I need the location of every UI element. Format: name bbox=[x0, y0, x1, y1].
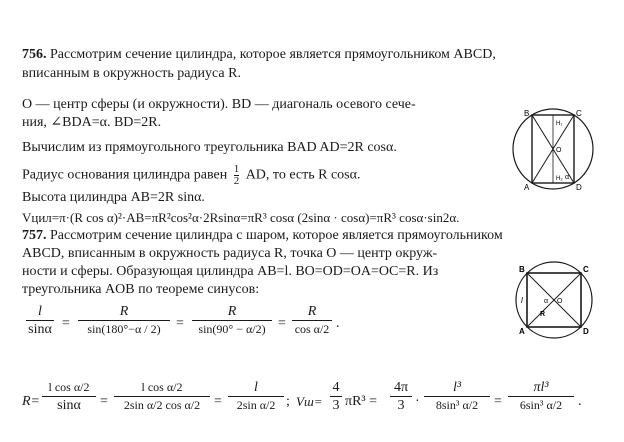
problem-757-line-3: ности и сферы. Образующая цилиндра AB=l. BO=OD=OA=OC=R. Из bbox=[22, 264, 439, 279]
label-h2: H₂ bbox=[556, 176, 563, 182]
formula1-frac-4 bbox=[292, 304, 332, 337]
label-c: C bbox=[583, 265, 589, 274]
label-d: D bbox=[583, 327, 589, 336]
numerator: l cos α/2 bbox=[141, 380, 183, 394]
denominator: 8sin³ α/2 bbox=[435, 398, 479, 412]
problem-756-line-7: Высота цилиндра AB=2R sinα. bbox=[22, 190, 205, 205]
numerator: R bbox=[307, 304, 317, 319]
formula2-frac-5 bbox=[390, 380, 412, 413]
problem-756-line-2: вписанным в окружность радиуса R. bbox=[22, 66, 241, 81]
formula2-frac-6 bbox=[424, 380, 490, 413]
denominator: 2 bbox=[233, 175, 240, 187]
formula2-volume-label: Vш= bbox=[296, 394, 323, 409]
text: Рассмотрим сечение цилиндра, которое является прямоугольником ABCD, bbox=[50, 47, 496, 62]
problem-756-line-5: Вычислим из прямоугольного треугольника BAD AD=2R cosα. bbox=[22, 140, 397, 155]
label-d: D bbox=[576, 183, 582, 192]
label-b: B bbox=[524, 109, 530, 118]
formula2-frac-3 bbox=[228, 380, 284, 413]
formula1-frac-1 bbox=[26, 304, 54, 337]
formula1-end: . bbox=[336, 316, 340, 331]
numerator: 1 bbox=[233, 163, 240, 175]
denominator: 6sin³ α/2 bbox=[519, 398, 563, 412]
formula1-eq-1: = bbox=[62, 316, 70, 331]
denominator: sin(90° − α/2) bbox=[198, 322, 266, 336]
fraction-half bbox=[234, 164, 240, 187]
figure-756 bbox=[510, 106, 596, 192]
label-o: O bbox=[556, 147, 562, 154]
numerator: πl³ bbox=[533, 380, 549, 395]
problem-756-line-4: ния, ∠BDA=α. BD=2R. bbox=[22, 115, 162, 130]
label-b: B bbox=[519, 265, 525, 274]
problem-757-line-2: ABCD, вписанным в окружность радиуса R, точка O — центр окруж- bbox=[22, 246, 438, 261]
numerator: l bbox=[38, 304, 42, 319]
problem-756-line-8: Vцил=π·(R cos α)²·AB=πR²cos²α·2Rsinα=πR³ cosα (2sinα · cosα)=πR³ cosα·sin2α. bbox=[22, 210, 460, 225]
formula2-eq-2: = bbox=[214, 394, 222, 409]
numerator: 4 bbox=[332, 380, 340, 395]
formula2-middle: πR³ = bbox=[345, 394, 377, 409]
denominator: cos α/2 bbox=[294, 322, 330, 336]
label-l: l bbox=[521, 296, 523, 305]
problem-756-line-1 bbox=[22, 47, 496, 63]
problem-number: 757. bbox=[22, 228, 47, 243]
label-alpha: α bbox=[565, 174, 570, 181]
label-r: R bbox=[540, 311, 546, 318]
problem-number: 756. bbox=[22, 47, 47, 62]
denominator: sinα bbox=[57, 398, 81, 413]
formula2-eq-3: = bbox=[494, 394, 502, 409]
text: AD, то есть R cosα. bbox=[245, 167, 361, 183]
label-h1: H₁ bbox=[556, 121, 563, 127]
denominator: 3 bbox=[397, 398, 405, 413]
numerator: l cos α/2 bbox=[48, 380, 90, 394]
formula2-eq-1: = bbox=[100, 394, 108, 409]
figure-757 bbox=[510, 258, 598, 342]
label-alpha: α bbox=[544, 298, 549, 305]
text: Радиус основания цилиндра равен bbox=[22, 167, 228, 183]
formula1-eq-2: = bbox=[176, 316, 184, 331]
denominator: sin(180°−α / 2) bbox=[87, 322, 161, 336]
problem-757-line-1 bbox=[22, 228, 503, 244]
formula2-frac-2 bbox=[114, 380, 210, 413]
label-c: C bbox=[576, 109, 582, 118]
label-a: A bbox=[524, 183, 530, 192]
formula2-frac-7 bbox=[508, 380, 574, 413]
numerator: 4π bbox=[393, 380, 409, 395]
denominator: 2sin α/2 cos α/2 bbox=[123, 398, 201, 412]
formula2-frac-1 bbox=[42, 380, 96, 413]
numerator: R bbox=[227, 304, 237, 319]
label-o: O bbox=[557, 298, 563, 305]
formula2-frac-4 bbox=[330, 380, 342, 413]
numerator: l bbox=[254, 380, 258, 395]
denominator: sinα bbox=[28, 322, 52, 337]
formula2-lead: R= bbox=[22, 394, 40, 409]
text: Рассмотрим сечение цилиндра с шаром, которое является прямоугольником bbox=[50, 228, 503, 243]
label-a: A bbox=[519, 327, 525, 336]
formula2-dot: · bbox=[415, 394, 420, 409]
formula1-frac-3 bbox=[192, 304, 272, 337]
formula1-frac-2 bbox=[78, 304, 170, 337]
formula2-separator: ; bbox=[286, 394, 290, 409]
formula2-end: . bbox=[578, 394, 582, 409]
denominator: 2sin α/2 bbox=[236, 398, 276, 412]
denominator: 3 bbox=[332, 398, 340, 413]
numerator: l³ bbox=[452, 380, 462, 395]
problem-756-line-3: O — центр сферы (и окружности). BD — диагональ осевого сече- bbox=[22, 97, 416, 112]
formula1-eq-3: = bbox=[278, 316, 286, 331]
numerator: R bbox=[119, 304, 129, 319]
problem-757-line-4: треугольника AOB по теореме синусов: bbox=[22, 282, 260, 297]
problem-756-line-6 bbox=[22, 164, 360, 187]
